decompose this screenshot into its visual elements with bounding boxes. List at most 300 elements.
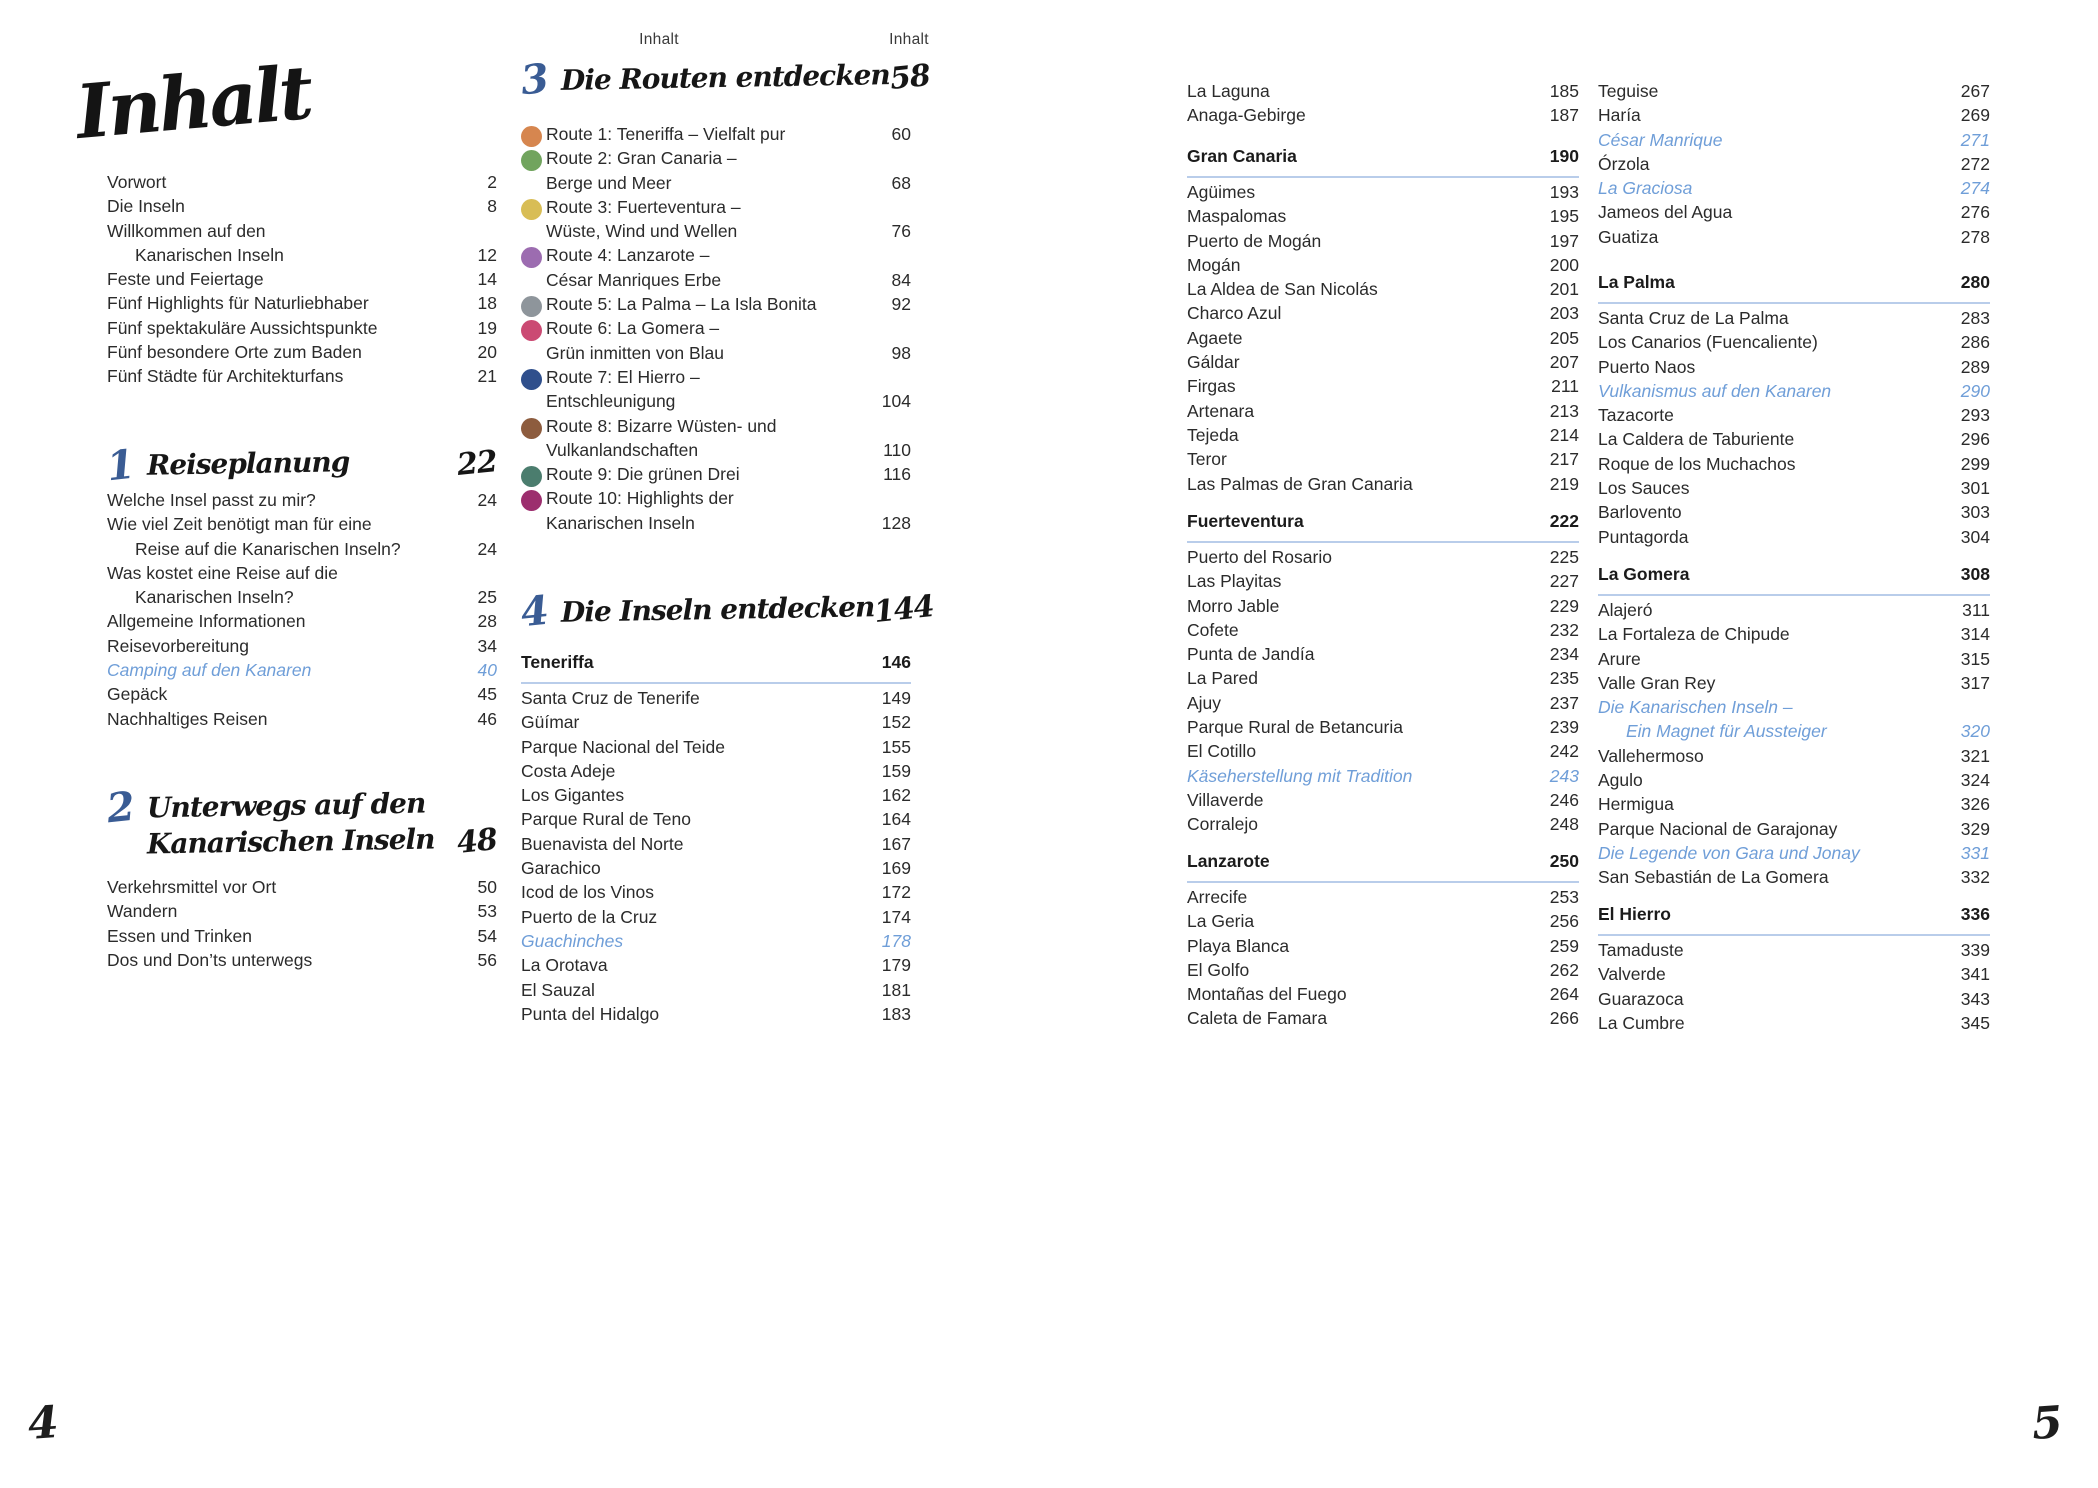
toc-entry <box>1598 154 1990 178</box>
toc-entry <box>521 440 911 464</box>
toc-entry <box>1598 794 1990 818</box>
toc-entry-page: 343 <box>1960 988 1990 1009</box>
toc-entry-page: 167 <box>881 833 911 854</box>
toc-entry-page: 339 <box>1960 940 1990 960</box>
toc-entry-page: 289 <box>1960 356 1990 377</box>
toc-entry <box>1187 279 1579 303</box>
page-number-left: 4 <box>26 1396 61 1451</box>
toc-entry-label: Route 7: El Hierro – <box>546 366 700 387</box>
toc-entry-page: 283 <box>1960 308 1990 328</box>
toc-entry-label: Welche Insel passt zu mir? <box>107 490 316 510</box>
toc-entry <box>107 293 497 317</box>
toc-entry-label: Vulkanismus auf den Kanaren <box>1598 380 1832 401</box>
toc-entry <box>1187 644 1579 668</box>
toc-entry-page: 45 <box>477 684 497 705</box>
toc-entry-page: 201 <box>1549 279 1579 300</box>
toc-entry <box>107 611 497 635</box>
island-name: Teneriffa <box>521 652 594 672</box>
toc-entry-label: Punta de Jandía <box>1187 644 1315 665</box>
toc-entry-page: 203 <box>1549 303 1579 324</box>
toc-entry-page: 303 <box>1960 502 1990 523</box>
toc-entry-page: 290 <box>1960 380 1990 401</box>
toc-entry-label: Grün inmitten von Blau <box>546 342 725 363</box>
toc-entry <box>1598 502 1990 526</box>
toc-entry-label: Reisevorbereitung <box>107 635 250 656</box>
toc-entry <box>107 539 497 563</box>
toc-entry-label: Los Sauces <box>1598 478 1690 499</box>
toc-entry-label: Artenara <box>1187 400 1255 421</box>
toc-entry <box>1598 770 1990 794</box>
toc-entry-label: César Manrique <box>1598 129 1723 150</box>
toc-entry <box>521 907 911 931</box>
toc-entry-label: Route 9: Die grünen Drei <box>546 464 740 485</box>
toc-entry-page: 50 <box>477 877 497 897</box>
toc-entry-label: Los Canarios (Fuencaliente) <box>1598 332 1818 353</box>
toc-entry-label: Güímar <box>521 712 580 733</box>
toc-entry <box>1187 474 1579 498</box>
section-title: Reiseplanung <box>146 445 350 482</box>
toc-entry-label: Guachinches <box>521 930 624 951</box>
toc-entry-label: Tejeda <box>1187 424 1239 445</box>
toc-entry <box>107 563 497 587</box>
toc-entry-label: La Graciosa <box>1598 178 1693 199</box>
toc-entry-label: Charco Azul <box>1187 303 1282 324</box>
toc-entry-page: 54 <box>477 925 497 946</box>
toc-entry <box>521 416 911 440</box>
toc-entry-label: Parque Rural de Teno <box>521 809 691 830</box>
toc-entry-page: 187 <box>1549 105 1579 126</box>
toc-entry-page: 174 <box>881 906 911 927</box>
toc-entry <box>107 514 497 538</box>
toc-entry-label: San Sebastián de La Gomera <box>1598 867 1829 888</box>
unterwegs-list <box>107 877 497 974</box>
toc-entry <box>1598 649 1990 673</box>
toc-entry-page: 25 <box>477 587 497 608</box>
toc-entry-page: 172 <box>881 882 911 903</box>
toc-entry-label: Arure <box>1598 648 1641 669</box>
toc-entry-page: 320 <box>1960 721 1990 742</box>
island-page: 308 <box>1960 564 1990 584</box>
toc-entry <box>521 712 911 736</box>
toc-entry <box>1187 547 1579 571</box>
toc-entry <box>1187 255 1579 279</box>
section-heading-routen <box>518 54 932 105</box>
toc-entry-label: Puerto del Rosario <box>1187 547 1332 567</box>
toc-entry-label: Tamaduste <box>1598 940 1684 960</box>
toc-entry-label: La Aldea de San Nicolás <box>1187 279 1378 300</box>
toc-entry-page: 46 <box>477 708 497 729</box>
toc-entry <box>1598 454 1990 478</box>
toc-entry <box>107 366 497 390</box>
toc-entry-label: Ajuy <box>1187 692 1222 713</box>
toc-entry-label: Firgas <box>1187 376 1236 397</box>
toc-entry-label: Kanarischen Inseln <box>546 512 695 533</box>
toc-entry <box>107 245 497 269</box>
toc-entry-label: Route 1: Teneriffa – Vielfalt pur <box>546 124 786 144</box>
toc-entry-page: 253 <box>1549 887 1579 907</box>
island-name: El Hierro <box>1598 904 1671 924</box>
toc-entry-page: 278 <box>1960 226 1990 247</box>
toc-entry-page: 24 <box>477 490 497 510</box>
toc-entry-label: Route 10: Highlights der <box>546 488 734 509</box>
toc-entry-page: 76 <box>891 221 911 242</box>
island-group <box>1598 272 1990 551</box>
toc-entry <box>1598 940 1990 964</box>
section-heading-reiseplanung <box>104 440 499 491</box>
toc-entry-page: 332 <box>1960 867 1990 888</box>
toc-entry <box>1187 960 1579 984</box>
toc-entry-label: Garachico <box>521 858 601 879</box>
toc-entry-label: Caleta de Famara <box>1187 1008 1328 1029</box>
toc-entry-label: Fünf spektakuläre Aussichtspunkte <box>107 317 378 338</box>
route-color-dot <box>521 490 542 511</box>
left-page-column-2 <box>518 0 936 1488</box>
toc-entry-page: 232 <box>1549 619 1579 640</box>
toc-entry-page: 264 <box>1549 984 1579 1005</box>
toc-entry-page: 225 <box>1549 547 1579 567</box>
toc-entry-label: Die Kanarischen Inseln – <box>1598 697 1793 718</box>
toc-entry-label: La Orotava <box>521 955 608 976</box>
toc-entry <box>1187 105 1579 129</box>
toc-entry-page: 116 <box>883 464 911 485</box>
toc-entry-label: Feste und Feiertage <box>107 269 264 290</box>
toc-entry <box>1187 1008 1579 1032</box>
toc-entry <box>107 587 497 611</box>
toc-entry-label: Parque Rural de Betancuria <box>1187 717 1403 738</box>
toc-entry-page: 296 <box>1960 429 1990 450</box>
routes-list <box>521 124 911 537</box>
toc-entry-page: 341 <box>1960 964 1990 985</box>
toc-entry-page: 274 <box>1960 178 1990 199</box>
toc-entry <box>107 342 497 366</box>
island-page: 146 <box>881 652 911 672</box>
toc-entry-label: Punta del Hidalgo <box>521 1003 660 1024</box>
toc-entry <box>1187 401 1579 425</box>
toc-entry <box>107 636 497 660</box>
toc-entry <box>107 684 497 708</box>
toc-entry <box>1598 819 1990 843</box>
toc-entry-page: 128 <box>881 512 911 533</box>
island-group-header <box>521 652 911 684</box>
toc-entry-label: Kanarischen Inseln? <box>135 587 294 608</box>
toc-entry-page: 259 <box>1549 935 1579 956</box>
toc-entry <box>521 1004 911 1028</box>
toc-entry-page: 193 <box>1549 182 1579 202</box>
toc-entry <box>107 877 497 901</box>
toc-entry <box>1187 206 1579 230</box>
island-group-header <box>1598 564 1990 596</box>
toc-entry-page: 200 <box>1549 254 1579 275</box>
toc-entry <box>521 761 911 785</box>
route-color-dot <box>521 199 542 220</box>
toc-entry <box>1187 328 1579 352</box>
toc-entry-label: Route 5: La Palma – La Isla Bonita <box>546 294 817 315</box>
toc-entry-page: 315 <box>1960 648 1990 669</box>
toc-entry-page: 293 <box>1960 405 1990 426</box>
toc-entry-page: 20 <box>477 342 497 363</box>
toc-entry-page: 56 <box>477 949 497 970</box>
toc-entry-label: Entschleunigung <box>546 391 676 412</box>
toc-entry-page: 301 <box>1960 478 1990 499</box>
toc-entry-page: 267 <box>1960 81 1990 101</box>
toc-entry <box>521 245 911 269</box>
toc-entry-label: Verkehrsmittel vor Ort <box>107 877 277 897</box>
toc-entry-label: Jameos del Agua <box>1598 202 1733 223</box>
toc-entry <box>107 950 497 974</box>
toc-entry-page: 271 <box>1960 129 1990 150</box>
toc-entry-label: La Pared <box>1187 668 1259 689</box>
toc-entry-page: 18 <box>477 293 497 314</box>
toc-entry <box>1598 721 1990 745</box>
toc-entry-label: Puerto de la Cruz <box>521 906 658 927</box>
toc-entry <box>521 173 911 197</box>
toc-entry <box>1598 130 1990 154</box>
toc-entry <box>107 221 497 245</box>
toc-entry-page: 242 <box>1549 741 1579 762</box>
toc-entry <box>521 270 911 294</box>
toc-entry-page: 110 <box>883 439 911 460</box>
toc-entry <box>521 834 911 858</box>
toc-entry-label: César Manriques Erbe <box>546 269 722 290</box>
toc-entry <box>521 688 911 712</box>
toc-entry-label: Route 8: Bizarre Wüsten- und <box>546 415 777 436</box>
toc-entry <box>521 980 911 1004</box>
toc-entry-page: 314 <box>1960 624 1990 645</box>
toc-entry <box>1187 814 1579 838</box>
toc-entry-label: Teguise <box>1598 81 1659 101</box>
toc-entry <box>521 464 911 488</box>
toc-entry-label: La Cumbre <box>1598 1012 1685 1033</box>
toc-entry-label: Käseherstellung mit Tradition <box>1187 765 1413 786</box>
toc-entry <box>521 882 911 906</box>
toc-entry <box>1187 741 1579 765</box>
toc-entry-label: Was kostet eine Reise auf die <box>107 562 338 583</box>
toc-entry-page: 185 <box>1549 81 1579 101</box>
island-name: La Gomera <box>1598 564 1690 584</box>
toc-entry <box>1187 693 1579 717</box>
toc-entry <box>107 196 497 220</box>
toc-entry <box>1598 697 1990 721</box>
toc-entry <box>1598 227 1990 251</box>
toc-entry-page: 299 <box>1960 453 1990 474</box>
reiseplanung-list <box>107 490 497 733</box>
toc-entry-label: Parque Nacional de Garajonay <box>1598 818 1838 839</box>
toc-entry-page: 272 <box>1960 153 1990 174</box>
island-group-header <box>1598 272 1990 304</box>
toc-entry-page: 345 <box>1960 1012 1990 1033</box>
toc-entry-label: La Caldera de Taburiente <box>1598 429 1795 450</box>
toc-entry-label: Corralejo <box>1187 814 1258 835</box>
toc-entry-label: Vulkanlandschaften <box>546 439 699 460</box>
toc-entry-label: Berge und Meer <box>546 172 672 193</box>
toc-entry-label: Valverde <box>1598 964 1666 985</box>
toc-entry-page: 12 <box>477 244 497 265</box>
toc-entry-page: 164 <box>881 809 911 830</box>
toc-entry-label: Die Inseln <box>107 196 185 217</box>
left-page-column-1 <box>104 0 499 1488</box>
section-page: 144 <box>872 588 936 631</box>
island-page: 250 <box>1549 851 1579 871</box>
toc-entry-label: Puntagorda <box>1598 526 1689 547</box>
toc-entry <box>521 294 911 318</box>
toc-entry <box>1598 381 1990 405</box>
toc-entry-page: 181 <box>881 979 911 1000</box>
toc-entry-label: Puerto Naos <box>1598 356 1696 377</box>
island-group <box>1598 904 1990 1037</box>
toc-entry-page: 227 <box>1549 571 1579 592</box>
island-group <box>521 652 911 1028</box>
toc-entry-label: Fünf Highlights für Naturliebhaber <box>107 293 369 314</box>
island-name: Lanzarote <box>1187 851 1270 871</box>
toc-entry <box>1187 303 1579 327</box>
toc-entry-page: 324 <box>1960 770 1990 791</box>
toc-entry-page: 53 <box>477 901 497 922</box>
toc-entry-page: 104 <box>881 391 911 412</box>
toc-entry-page: 304 <box>1960 526 1990 547</box>
toc-entry-page: 24 <box>477 538 497 559</box>
toc-entry-page: 266 <box>1549 1008 1579 1029</box>
toc-entry <box>1187 81 1579 105</box>
toc-entry-page: 256 <box>1549 911 1579 932</box>
section-number: 1 <box>104 440 138 491</box>
running-header-left: Inhalt <box>639 31 679 48</box>
toc-entry-page: 14 <box>477 269 497 290</box>
toc-entry-page: 40 <box>477 660 497 681</box>
toc-entry-page: 162 <box>881 785 911 806</box>
toc-entry <box>1598 478 1990 502</box>
toc-entry-label: Wandern <box>107 901 178 922</box>
toc-entry-label: Fünf Städte für Architekturfans <box>107 366 344 387</box>
toc-entry-page: 159 <box>881 760 911 781</box>
toc-entry-label: Haría <box>1598 105 1641 126</box>
toc-entry <box>521 955 911 979</box>
toc-entry-label: Las Palmas de Gran Canaria <box>1187 473 1413 494</box>
toc-entry-page: 246 <box>1549 789 1579 810</box>
toc-entry-label: Vallehermoso <box>1598 745 1704 766</box>
leading-list <box>1187 81 1579 130</box>
toc-entry-page: 321 <box>1960 745 1990 766</box>
island-page: 336 <box>1960 904 1990 924</box>
toc-entry <box>1598 105 1990 129</box>
toc-entry <box>1598 332 1990 356</box>
toc-entry-page: 219 <box>1549 473 1579 494</box>
island-group <box>1598 564 1990 892</box>
toc-entry-label: La Laguna <box>1187 81 1270 101</box>
section-page: 58 <box>887 58 932 97</box>
toc-entry-label: Buenavista del Norte <box>521 833 684 854</box>
route-color-dot <box>521 126 542 147</box>
toc-entry <box>1598 843 1990 867</box>
toc-entry-page: 234 <box>1549 644 1579 665</box>
toc-entry-page: 8 <box>487 196 497 217</box>
toc-entry <box>107 318 497 342</box>
right-page-column-1 <box>1187 0 1579 1488</box>
toc-entry <box>1187 231 1579 255</box>
toc-entry-page: 269 <box>1960 105 1990 126</box>
toc-entry-label: La Fortaleza de Chipude <box>1598 624 1790 645</box>
toc-entry <box>521 343 911 367</box>
toc-entry <box>521 148 911 172</box>
toc-entry <box>521 785 911 809</box>
toc-entry-page: 84 <box>891 269 911 290</box>
toc-entry <box>1187 911 1579 935</box>
toc-entry-label: Órzola <box>1598 153 1650 174</box>
section-number: 3 <box>518 54 552 105</box>
toc-entry-page: 149 <box>881 688 911 708</box>
toc-entry-page: 229 <box>1549 595 1579 616</box>
page-number-right: 5 <box>2030 1396 2065 1451</box>
island-name: Fuerteventura <box>1187 511 1304 531</box>
section-title: Die Inseln entdecken <box>560 590 875 629</box>
toc-entry <box>1187 984 1579 1008</box>
toc-entry-label: Guatiza <box>1598 226 1659 247</box>
route-color-dot <box>521 150 542 171</box>
toc-entry-label: Villaverde <box>1187 789 1264 810</box>
section-page: 22 <box>455 444 499 483</box>
toc-entry-page: 197 <box>1549 230 1579 251</box>
toc-entry-label: La Geria <box>1187 911 1255 932</box>
toc-entry <box>521 124 911 148</box>
toc-entry-label: El Cotillo <box>1187 741 1257 762</box>
toc-entry-page: 217 <box>1549 449 1579 470</box>
toc-entry <box>521 367 911 391</box>
toc-entry-label: Anaga-Gebirge <box>1187 105 1306 126</box>
toc-entry-label: Valle Gran Rey <box>1598 672 1716 693</box>
toc-entry <box>1598 624 1990 648</box>
toc-entry <box>1598 202 1990 226</box>
toc-entry <box>1598 1013 1990 1037</box>
toc-entry-label: El Golfo <box>1187 959 1250 980</box>
toc-entry <box>107 172 497 196</box>
toc-entry-page: 2 <box>487 172 497 192</box>
toc-entry-page: 92 <box>891 294 911 315</box>
toc-entry <box>1187 182 1579 206</box>
island-name: La Palma <box>1598 272 1675 292</box>
island-group <box>1187 851 1579 1033</box>
toc-entry-page: 331 <box>1960 842 1990 863</box>
toc-entry-label: Ein Magnet für Aussteiger <box>1626 721 1827 742</box>
route-color-dot <box>521 418 542 439</box>
island-group <box>1187 146 1579 498</box>
toc-entry-label: Essen und Trinken <box>107 925 252 946</box>
island-group-header <box>1187 511 1579 543</box>
toc-entry-page: 34 <box>477 635 497 656</box>
toc-entry-label: Wüste, Wind und Wellen <box>546 221 738 242</box>
toc-entry-label: Agüimes <box>1187 182 1256 202</box>
toc-entry <box>521 391 911 415</box>
island-page: 280 <box>1960 272 1990 292</box>
toc-entry-label: Barlovento <box>1598 502 1682 523</box>
toc-entry-page: 169 <box>881 858 911 879</box>
toc-entry-label: Montañas del Fuego <box>1187 984 1347 1005</box>
toc-entry <box>1598 600 1990 624</box>
toc-entry <box>1187 449 1579 473</box>
toc-entry-page: 262 <box>1549 959 1579 980</box>
toc-entry-page: 179 <box>881 955 911 976</box>
toc-entry-label: Reise auf die Kanarischen Inseln? <box>135 538 401 559</box>
toc-entry-page: 21 <box>477 366 497 387</box>
toc-entry-label: Arrecife <box>1187 887 1248 907</box>
leading-list <box>1598 81 1990 251</box>
toc-entry-label: Maspalomas <box>1187 206 1287 227</box>
toc-entry <box>1187 620 1579 644</box>
toc-entry <box>107 709 497 733</box>
toc-entry <box>1598 867 1990 891</box>
toc-entry <box>1187 887 1579 911</box>
toc-entry-label: Puerto de Mogán <box>1187 230 1322 251</box>
toc-entry-page: 276 <box>1960 202 1990 223</box>
toc-entry <box>107 901 497 925</box>
